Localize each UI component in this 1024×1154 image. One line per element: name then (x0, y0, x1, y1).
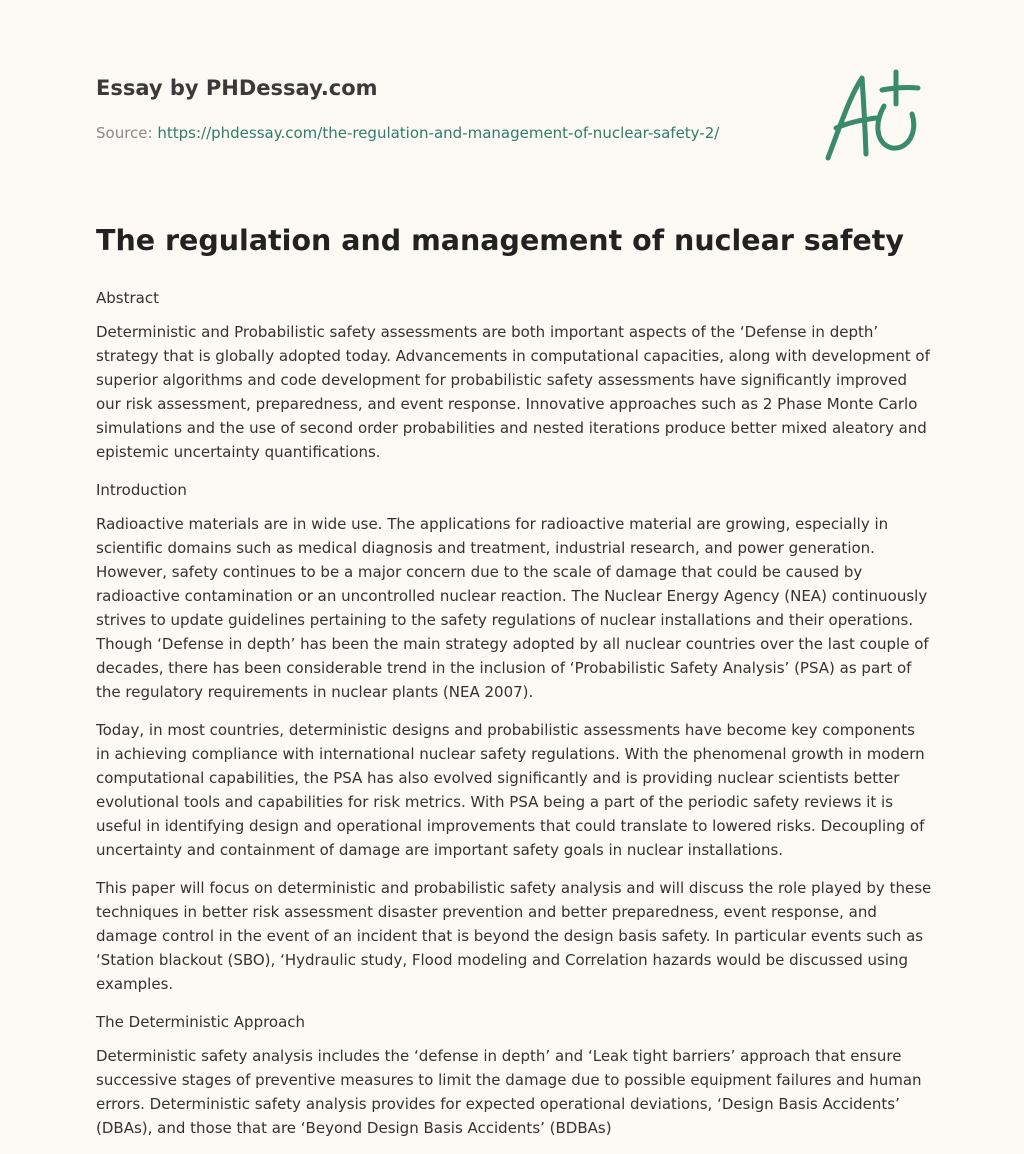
page-title: The regulation and management of nuclear safety (96, 224, 904, 257)
paragraph: Deterministic safety analysis includes the ‘defense in depth’ and ‘Leak tight barriers’ approach that ensure successive stages of preventive measures to limit the damage due to possible equipment failures and human errors. Deterministic safety analysis provides for expected operational deviations, ‘Design Basis Accidents’ (DBAs), and those that are ‘Beyond Design Basis Accidents’ (BDBAs) (96, 1047, 922, 1137)
source-link[interactable]: https://phdessay.com/the-regulation-and-management-of-nuclear-safety-2/ (157, 124, 720, 142)
essay-page (96, 0, 932, 1137)
section-heading: Abstract (96, 289, 159, 307)
paragraph: Today, in most countries, deterministic designs and probabilistic assessments have become key components in achieving compliance with international nuclear safety regulations. With the phenomenal growth in modern computational capabilities, the PSA has also evolved significantly and is providing nuclear scientists better evolutional tools and capabilities for risk metrics. With PSA being a part of the periodic safety reviews it is useful in identifying design and operational improvements that could translate to lowered risks. Decoupling of uncertainty and containment of damage are important safety goals in nuclear installations. (96, 721, 925, 859)
paragraph: Radioactive materials are in wide use. The applications for radioactive material are growing, especially in scientific domains such as medical diagnosis and treatment, industrial research, and power generation. However, safety continues to be a major concern due to the scale of damage that could be caused by radioactive contamination or an uncontrolled nuclear reaction. The Nuclear Energy Agency (NEA) continuously strives to update guidelines pertaining to the safety regulations of nuclear installations and their operations. Though ‘Defense in depth’ has been the main strategy adopted by all nuclear countries over the last couple of decades, there has been considerable trend in the inclusion of ‘Probabilistic Safety Analysis’ (PSA) as part of the regulatory requirements in nuclear plants (NEA 2007). (96, 515, 929, 701)
a-plus-logo-icon (818, 66, 928, 166)
source-label: Source: (96, 124, 153, 142)
header (96, 0, 932, 190)
section-heading: The Deterministic Approach (96, 1013, 306, 1031)
section-heading: Introduction (96, 481, 187, 499)
essay-body (96, 286, 932, 1154)
source-line (96, 124, 719, 142)
paragraph: This paper will focus on deterministic and probabilistic safety analysis and will discuss the role played by these techniques in better risk assessment disaster prevention and better preparedness, event response, and damage control in the event of an incident that is beyond the design basis safety. In particular events such as ‘Station blackout (SBO), ‘Hydraulic study, Flood modeling and Correlation hazards would be discussed using examples. (96, 879, 932, 993)
paragraph: Deterministic and Probabilistic safety assessments are both important aspects of the ‘Defense in depth’ strategy that is globally adopted today. Advancements in computational capacities, along with development of superior algorithms and code development for probabilistic safety assessments have significantly improved our risk assessment, preparedness, and event response. Innovative approaches such as 2 Phase Monte Carlo simulations and the use of second order probabilities and nested iterations produce better mixed aleatory and epistemic uncertainty quantifications. (96, 323, 930, 461)
site-name: Essay by PHDessay.com (96, 76, 378, 100)
